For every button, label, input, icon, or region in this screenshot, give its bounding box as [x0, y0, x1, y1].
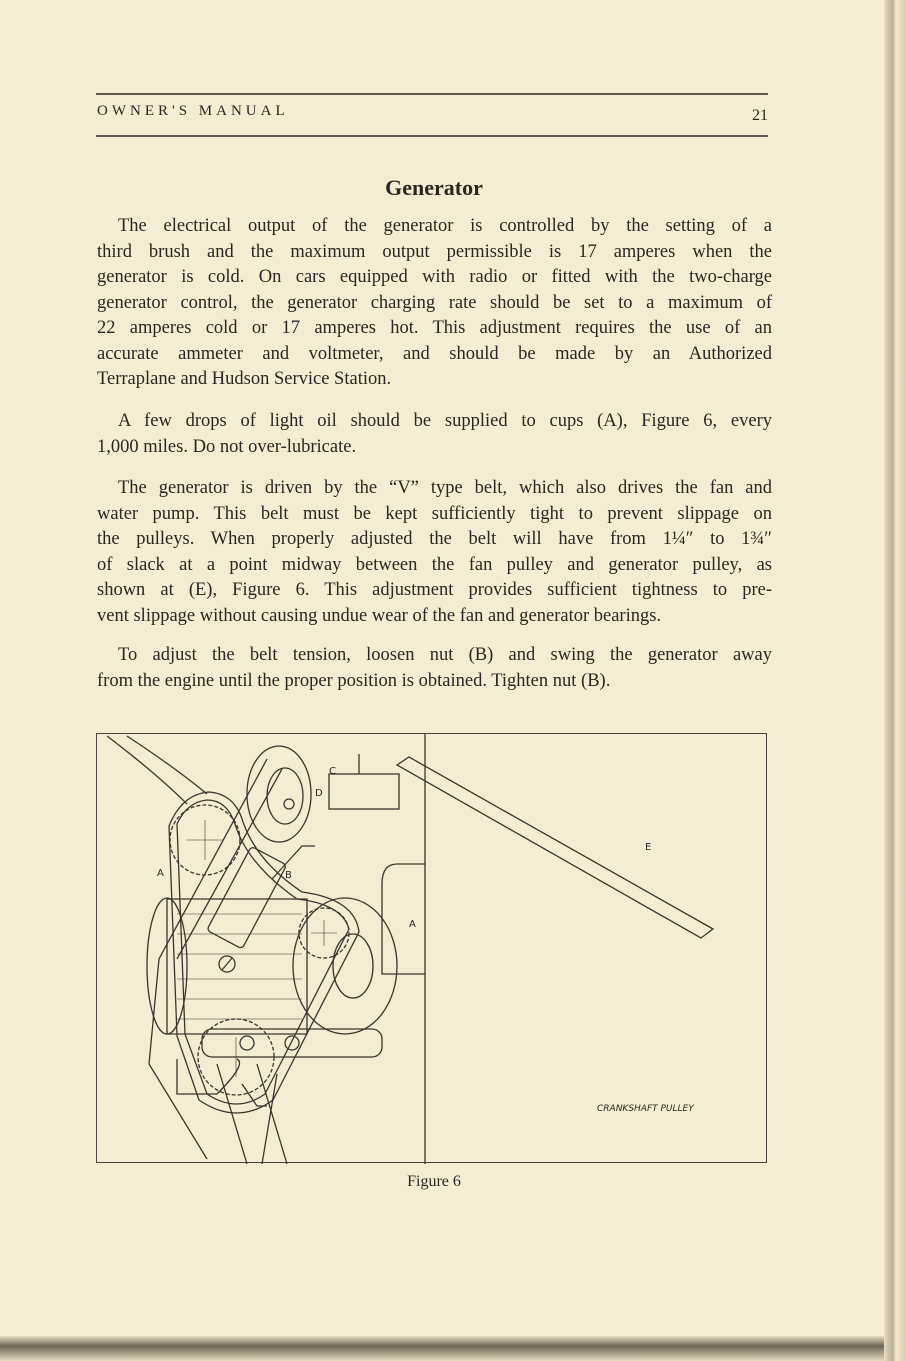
text-line: accurate ammeter and voltmeter, and should be made by an Authorized	[97, 343, 772, 364]
label-crankshaft-pulley: CRANKSHAFT PULLEY	[597, 1104, 694, 1114]
paragraph-output	[97, 214, 772, 393]
text-line: To adjust the belt tension, loosen nut (B) and swing the generator away	[118, 645, 772, 665]
text-line: of slack at a point midway between the fan pulley and generator pulley, as	[97, 554, 772, 575]
text-line: Terraplane and Hudson Service Station.	[97, 369, 392, 389]
text-line: 22 amperes cold or 17 amperes hot. This adjustment requires the use of an	[97, 318, 772, 338]
text-line: A few drops of light oil should be supplied to cups (A), Figure 6, every	[118, 411, 772, 431]
header-rule-bottom	[96, 135, 768, 137]
paragraph-adjust	[97, 643, 772, 694]
text-line: third brush and the maximum output permissible is 17 amperes when the	[97, 241, 772, 262]
label-e: E	[645, 842, 652, 853]
generator-drawing	[107, 736, 425, 1164]
label-a-left: A	[157, 868, 164, 879]
text-line: vent slippage without causing undue wear of the fan and generator bearings.	[97, 605, 662, 626]
section-title: Generator	[385, 175, 483, 200]
label-b: B	[285, 870, 292, 881]
running-title: OWNER'S MANUAL	[97, 103, 289, 119]
figure-6	[96, 733, 767, 1163]
text-line: The generator is driven by the “V” type belt, which also drives the fan and	[118, 478, 772, 498]
header-rule-top	[96, 93, 768, 95]
figure-illustration	[97, 734, 768, 1164]
text-line: water pump. This belt must be kept sufficiently tight to prevent slippage on	[97, 503, 772, 524]
text-line: shown at (E), Figure 6. This adjustment provides sufficient tightness to pre-	[97, 580, 772, 600]
text-line: 1,000 miles. Do not over-lubricate.	[97, 436, 357, 457]
text-line: generator control, the generator charging rate should be set to a maximum of	[97, 292, 772, 313]
paragraph-oil	[97, 409, 772, 460]
text-line: from the engine until the proper position is obtained. Tighten nut (B).	[97, 670, 611, 691]
label-d: D	[315, 788, 323, 799]
figure-caption: Figure 6	[407, 1173, 461, 1190]
text-line: the pulleys. When properly adjusted the belt will have from 1¼″ to 1¾″	[97, 529, 772, 549]
page-number: 21	[752, 107, 768, 124]
label-a-right: A	[409, 919, 416, 930]
paragraph-belt	[97, 476, 772, 629]
page-edge-bottom	[0, 1336, 884, 1361]
label-c: C	[329, 766, 336, 777]
belt-diagram	[169, 757, 713, 1113]
text-line: generator is cold. On cars equipped with radio or fitted with the two-charge	[97, 267, 772, 287]
text-line: The electrical output of the generator is controlled by the setting of a	[118, 216, 772, 236]
page-edge	[884, 0, 906, 1361]
